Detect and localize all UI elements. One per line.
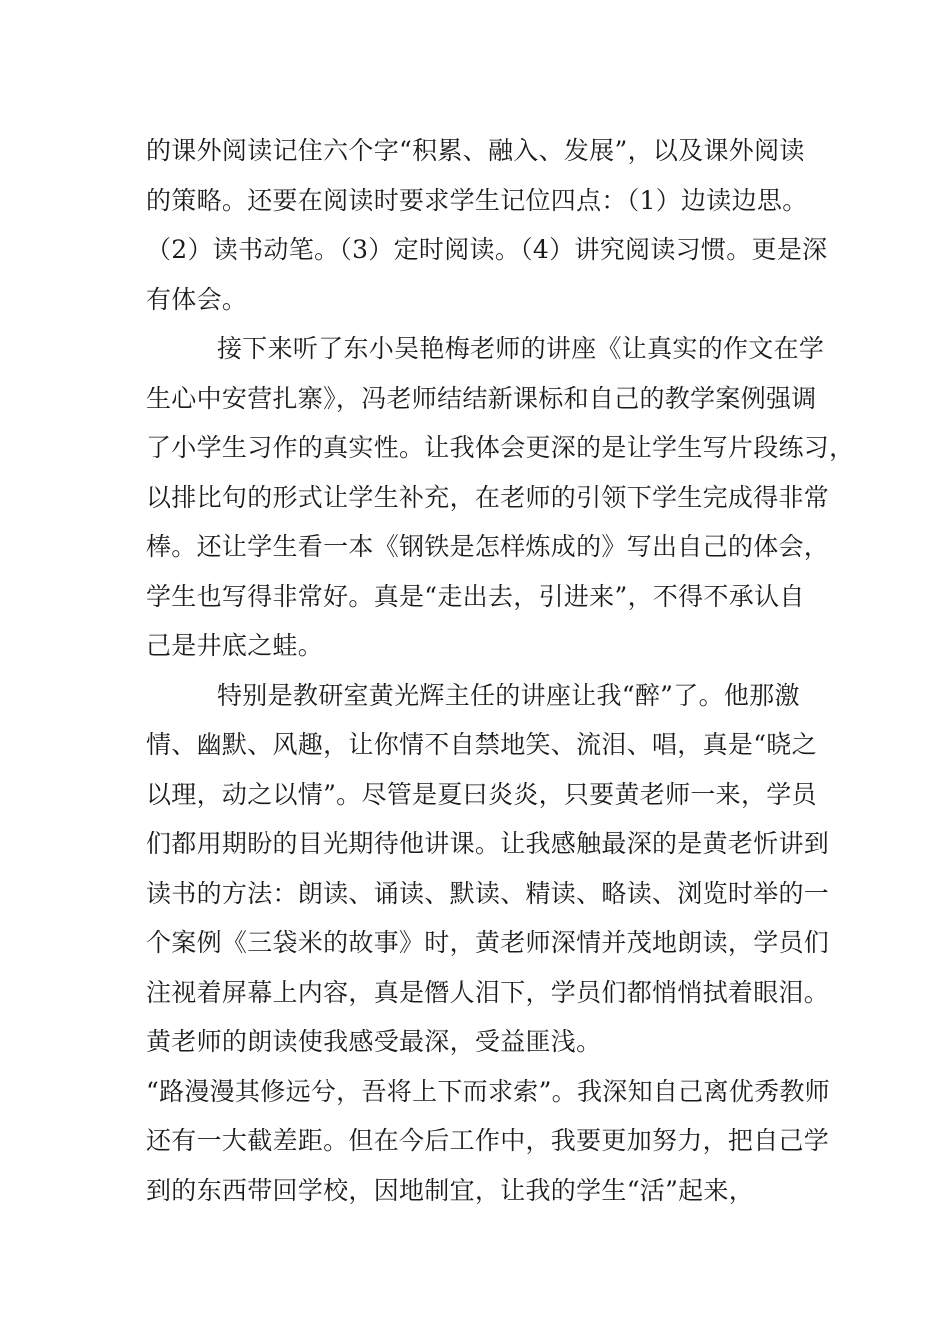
text-line: 到的东西带回学校，因地制宜，让我的学生“活”起来， [146,1175,755,1205]
text-line: 个案例《三袋米的故事》时，黄老师深情并茂地朗读，学员们 [146,928,830,957]
document-body [146,126,855,1215]
text-line: 的课外阅读记住六个字“积累、融入、发展”，以及课外阅读 [146,136,805,165]
paragraph-4 [146,1067,830,1216]
text-line: 以排比句的形式让学生补充，在老师的引领下学生完成得非常 [146,482,830,512]
text-line: 们都用期盼的目光期待他讲课。让我感触最深的是黄老忻讲到 [146,829,830,858]
text-line: 有体会。 [146,284,248,314]
text-line: 情、幽默、风趣，让你情不自禁地笑、流泪、唱，真是“晓之 [146,730,817,759]
text-line: 注视着屏幕上内容，真是僭人泪下，学员们都悄悄拭着眼泪。 [146,977,830,1007]
text-line: 还有一大截差距。但在今后工作中，我要更加努力，把自己学 [146,1126,830,1155]
paragraph-2 [146,324,855,671]
text-line: 黄老师的朗读使我感受最深，受益匪浅。 [146,1027,602,1056]
text-line: （2）读书动笔。（3）定时阅读。（4）讲究阅读习惯。更是深 [146,235,828,264]
text-line: “路漫漫其修远兮，吾将上下而求索”。我深知自己离优秀教师 [146,1076,830,1106]
text-line: 己是井底之蛙。 [146,631,324,660]
text-line: 棒。还让学生看一本《钢铁是怎样炼成的》写出自己的体会， [146,532,830,561]
text-line: 读书的方法：朗读、诵读、默读、精读、略读、浏览时举的一 [146,878,830,908]
text-line: 特别是教研室黄光辉主任的讲座让我“醉”了。他那激 [217,680,800,710]
text-line: 学生也写得非常好。真是“走出去，引进来”，不得不承认自 [146,581,805,611]
paragraph-3 [146,671,830,1067]
text-line: 以理，动之以情”。尽管是夏曰炎炎，只要黄老师一来，学员 [146,779,817,809]
paragraph-1 [146,126,828,324]
text-line: 的策略。还要在阅读时要求学生记位四点：（1）边读边思。 [146,185,808,215]
text-line: 了小学生习作的真实性。让我体会更深的是让学生写片段练习， [146,433,855,462]
text-line: 接下来听了东小吴艳梅老师的讲座《让真实的作文在学 [217,334,825,363]
text-line: 生心中安营扎寨》，冯老师结结新课标和自己的教学案例强调 [146,383,817,413]
